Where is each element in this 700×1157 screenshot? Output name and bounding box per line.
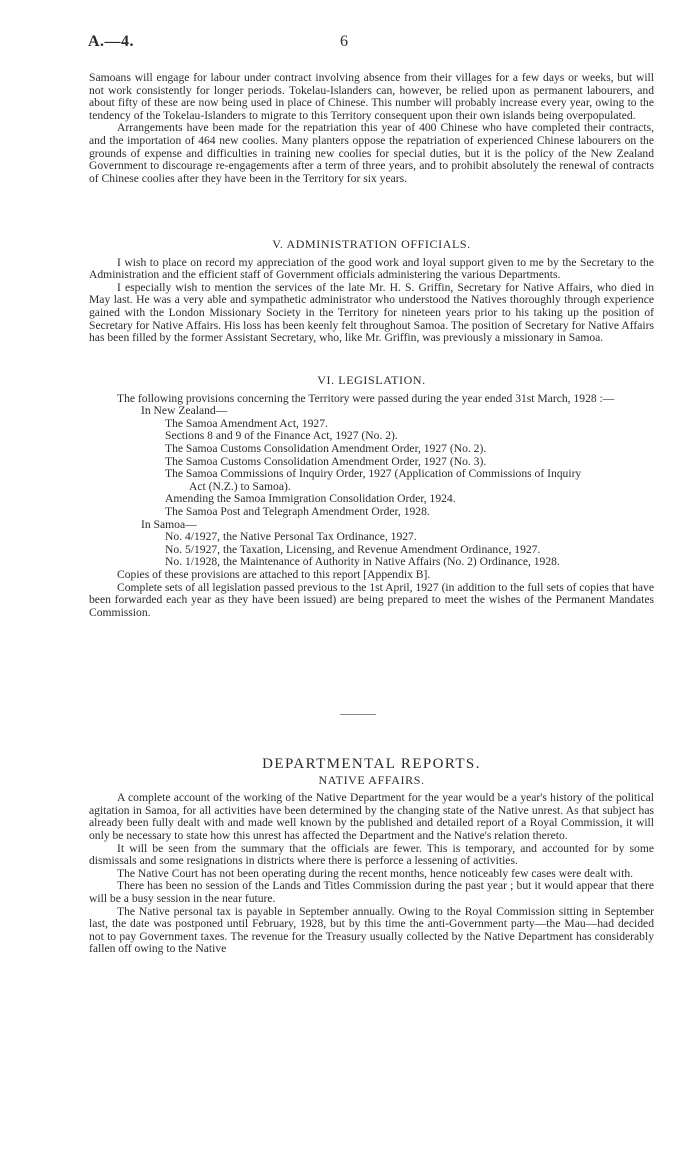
paragraph: There has been no session of the Lands and Titles Commission during the past year ; but it would appear that there will be a busy session in the near future.	[89, 879, 654, 905]
section-heading: V. ADMINISTRATION OFFICIALS.	[272, 237, 471, 251]
section-heading: NATIVE AFFAIRS.	[318, 772, 425, 787]
list-group-label: In Samoa—	[141, 517, 197, 531]
list-item: No. 1/1928, the Maintenance of Authority in Native Affairs (No. 2) Ordinance, 1928.	[165, 555, 560, 569]
paragraph: I wish to place on record my appreciation of the good work and loyal support given to me by the Secretary to the Administration and the efficient staff of Government officials administering the various Departments.	[89, 255, 654, 282]
list-item-continuation: Act (N.Z.) to Samoa).	[189, 479, 291, 493]
administration-section	[89, 238, 654, 345]
paragraph: The following provisions concerning the Territory were passed during the year ended 31st March, 1928 :—	[117, 391, 615, 405]
list-group-label: In New Zealand—	[141, 404, 228, 418]
list-item: The Samoa Amendment Act, 1927.	[165, 416, 328, 430]
paragraph: Samoans will engage for labour under contract involving absence from their villages for a few days or weeks, but will not work consistently for longer periods. Tokelau-Islanders can, however, be relied upon as permanent labourers, and about fifty of these are now being used in place of Chinese. This number will probably increase every year, owing to the tendency of the Tokelau-Islanders to migrate to this Territory consequent upon their own islands being overpopulated.	[89, 71, 654, 122]
chinese-labour-section	[89, 72, 654, 185]
paragraph: Complete sets of all legislation passed previous to the 1st April, 1927 (in addition to the full sets of copies that have been forwarded each year as they have been issued) are being prepared to meet the wishes of the Permanent Mandates Commission.	[89, 580, 654, 619]
list-item: No. 5/1927, the Taxation, Licensing, and Revenue Amendment Ordinance, 1927.	[165, 542, 541, 556]
parliamentary-paper-code: A.—4.	[88, 33, 135, 50]
list-item: The Samoa Post and Telegraph Amendment Order, 1928.	[165, 504, 430, 518]
section-divider	[340, 714, 376, 715]
section-heading: VI. LEGISLATION.	[317, 373, 426, 387]
departmental-reports-section	[89, 758, 654, 956]
list-item: No. 4/1927, the Native Personal Tax Ordinance, 1927.	[165, 530, 417, 544]
page-number: 6	[340, 33, 348, 50]
paragraph: Copies of these provisions are attached to this report [Appendix B].	[117, 567, 431, 581]
paragraph: The Native personal tax is payable in September annually. Owing to the Royal Commission sitting in September last, the date was postponed until February, 1928, but by this time the anti-Government party—the Mau—had decided not to pay Government taxes. The revenue for the Treasury usually collected by the Native Department has considerably fallen off owing to the Native	[89, 904, 654, 956]
paragraph: I especially wish to mention the services of the late Mr. H. S. Griffin, Secretary for Native Affairs, who died in May last. He was a very able and sympathetic administrator who understood the Natives thoroughly through experience gained with the London Missionary Society in the Territory for nineteen years prior to his taking up the position of Secretary for Native Affairs. His loss has been keenly felt throughout Samoa. The position of Secretary for Native Affairs has been filled by the former Assistant Secretary, who, like Mr. Griffin, was previously a missionary in Samoa.	[89, 280, 654, 345]
legislation-section	[89, 374, 654, 619]
list-item: Sections 8 and 9 of the Finance Act, 1927 (No. 2).	[165, 429, 398, 443]
list-item: The Samoa Commissions of Inquiry Order, 1927 (Application of Commissions of Inquiry	[165, 467, 582, 481]
list-item: The Samoa Customs Consolidation Amendment Order, 1927 (No. 3).	[165, 454, 487, 468]
paragraph: Arrangements have been made for the repatriation this year of 400 Chinese who have completed their contracts, and the importation of 464 new coolies. Many planters oppose the repatriation of experienced Chinese labourers on the grounds of expense and difficulties in training new coolies for special duties, but it is the policy of the New Zealand Government to discourage re-engagements after a term of three years, and to prohibit absolutely the renewal of contracts of Chinese coolies after they have been in the Territory for six years.	[89, 121, 654, 185]
list-item: Amending the Samoa Immigration Consolidation Order, 1924.	[165, 492, 456, 506]
paragraph: A complete account of the working of the Native Department for the year would be a year's history of the political agitation in Samoa, for all activities have been determined by the changing state of the Native unrest. As that subject has already been fully dealt with and made well known by the published and detailed report of a Royal Commission, it will only be necessary to state how this unrest has affected the Department and the Native's relation thereto.	[89, 791, 654, 842]
paragraph: It will be seen from the summary that the officials are fewer. This is temporary, and accounted for by some dismissals and some resignations in districts where there is perforce a lessening of activities.	[89, 841, 654, 868]
list-item: The Samoa Customs Consolidation Amendment Order, 1927 (No. 2).	[165, 441, 487, 455]
paragraph: The Native Court has not been operating during the recent months, hence noticeably few cases were dealt with.	[117, 866, 634, 880]
major-heading: DEPARTMENTAL REPORTS.	[262, 756, 481, 772]
